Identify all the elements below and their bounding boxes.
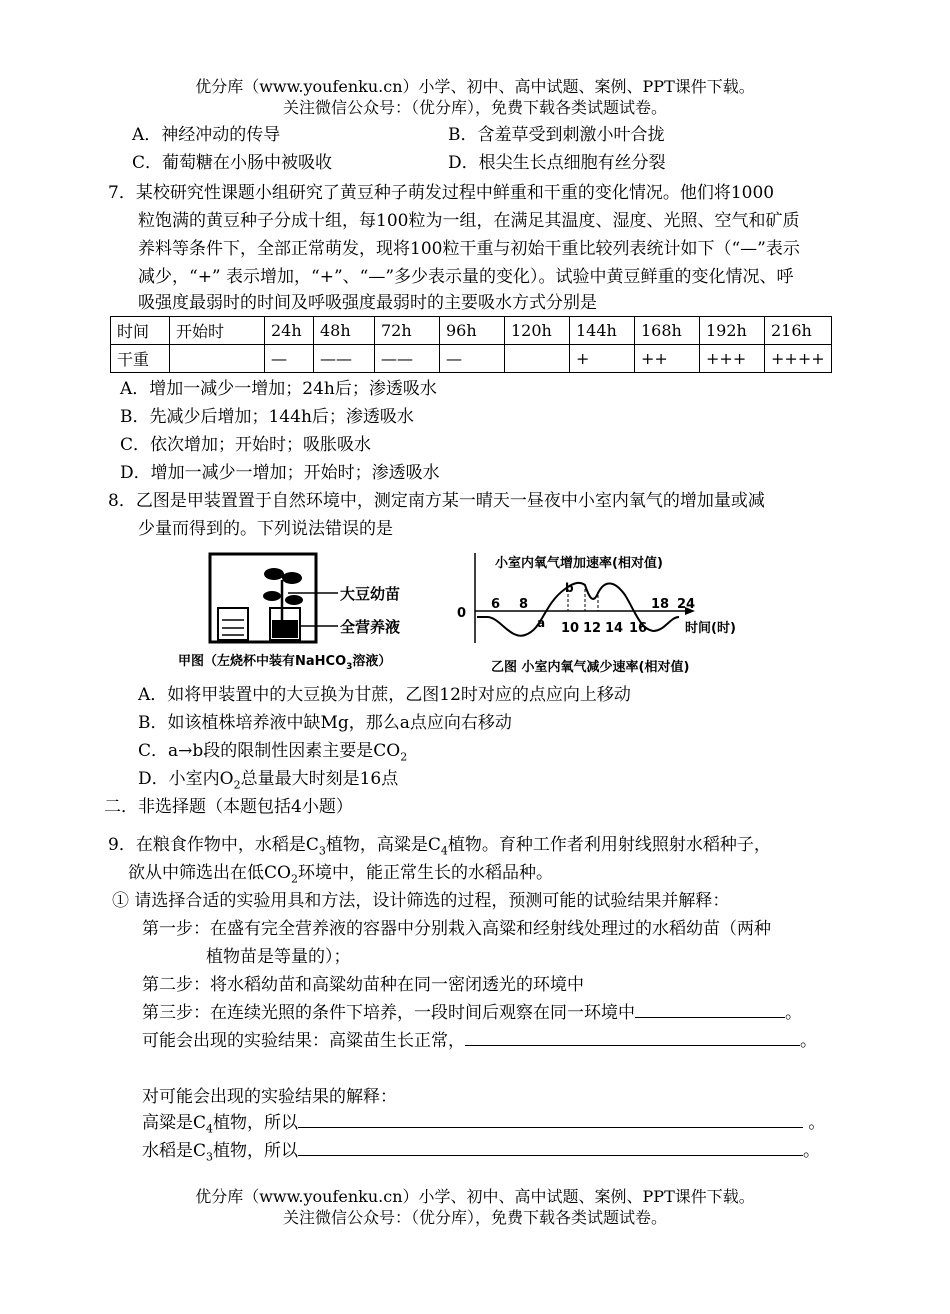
expected-result: 可能会出现的实验结果：高粱苗生长正常， 。 <box>142 1031 817 1051</box>
answer-blank[interactable] <box>298 1139 803 1156</box>
q7-option-b: B．先减少后增加；144h后；渗透吸水 <box>120 407 414 427</box>
table-row <box>111 345 832 373</box>
apparatus-figure <box>178 548 448 673</box>
q7-text-line4: 减少，“+” 表示增加，“+”、“—”多少表示量的变化）。试验中黄豆鲜重的变化情况、呼 <box>138 267 794 287</box>
table-cell: ++++ <box>765 345 832 373</box>
q8-text-line1: 8．乙图是甲装置置于自然环境中，测定南方某一晴天一昼夜中小室内氧气的增加量或减 <box>108 491 765 511</box>
table-cell: 216h <box>765 317 832 345</box>
table-cell <box>170 345 265 373</box>
table-cell: 168h <box>635 317 700 345</box>
q7-option-a: A．增加一减少一增加；24h后；渗透吸水 <box>120 379 437 399</box>
label-solution: 全营养液 <box>340 618 401 636</box>
site-header-line1: 优分库（www.youfenku.cn）小学、初中、高中试题、案例、PPT课件下载。 <box>195 77 755 96</box>
table-cell: ++ <box>635 345 700 373</box>
table-cell: 干重 <box>111 345 170 373</box>
rice-explanation: 水稻是$C_3$植物，所以 。 <box>142 1141 821 1164</box>
tick-6: 6 <box>491 597 501 612</box>
chart-title-bottom: 乙图 小室内氧气减少速率(相对值) <box>491 660 690 675</box>
table-cell: + <box>570 345 635 373</box>
figure-caption-left: 甲图（左烧杯中装有NaHCO$_3$溶液） <box>178 654 392 672</box>
q6-option-a: A．神经冲动的传导 <box>132 125 281 145</box>
q7-option-c: C．依次增加；开始时；吸胀吸水 <box>120 435 372 455</box>
x-axis-label: 时间(时) <box>685 621 736 636</box>
step1-line2: 植物苗是等量的）； <box>206 947 351 967</box>
tick-10: 10 <box>561 621 580 636</box>
table-cell: — <box>265 345 314 373</box>
q7-option-d: D．增加一减少一增加；开始时；渗透吸水 <box>120 463 440 483</box>
table-cell: 144h <box>570 317 635 345</box>
site-footer-line1: 优分库（www.youfenku.cn）小学、初中、高中试题、案例、PPT课件下载。 <box>195 1187 755 1206</box>
explanation-heading: 对可能会出现的实验结果的解释： <box>142 1087 397 1107</box>
section-heading: 二．非选择题（本题包括4小题） <box>104 797 353 817</box>
table-cell: 48h <box>314 317 375 345</box>
q8-option-a: A．如将甲装置中的大豆换为甘蔗，乙图12时对应的点应向上移动 <box>138 685 631 705</box>
table-cell: 120h <box>505 317 570 345</box>
q8-option-c: C．a→b段的限制性因素主要是$CO_2$ <box>138 741 408 764</box>
table-cell: 96h <box>440 317 505 345</box>
q7-text-line5: 吸强度最弱时的时间及呼吸强度最弱时的主要吸水方式分别是 <box>138 293 597 313</box>
q8-option-d: D．小室内$O_2$总量最大时刻是16点 <box>138 769 399 792</box>
table-cell: +++ <box>700 345 765 373</box>
q6-option-d: D．根尖生长点细胞有丝分裂 <box>448 153 666 173</box>
table-cell: —— <box>314 345 375 373</box>
q8-text-line2: 少量而得到的。下列说法错误的是 <box>138 519 393 539</box>
step2: 第二步：将水稻幼苗和高粱幼苗种在同一密闭透光的环境中 <box>142 975 584 995</box>
tick-24: 24 <box>677 597 696 612</box>
table-cell: 时间 <box>111 317 170 345</box>
point-b-label: b <box>565 581 574 595</box>
table-cell: 开始时 <box>170 317 265 345</box>
step3: 第三步：在连续光照的条件下培养，一段时间后观察在同一环境中 。 <box>142 1003 802 1023</box>
tick-14: 14 <box>605 621 624 636</box>
point-a-label: a <box>537 616 546 630</box>
tick-8: 8 <box>519 597 529 612</box>
nutrient-solution <box>272 620 298 638</box>
table-cell: 24h <box>265 317 314 345</box>
answer-blank[interactable] <box>635 1001 785 1018</box>
table-cell: — <box>440 345 505 373</box>
tick-12: 12 <box>583 621 602 636</box>
table-row <box>111 317 832 345</box>
q9-instruction: ① 请选择合适的实验用具和方法，设计筛选的过程，预测可能的试验结果并解释： <box>112 891 730 911</box>
table-cell <box>505 345 570 373</box>
label-seedling: 大豆幼苗 <box>340 585 401 603</box>
table-cell: —— <box>375 345 440 373</box>
q6-option-b: B．含羞草受到刺激小叶合拢 <box>448 125 665 145</box>
q8-option-b: B．如该植株培养液中缺Mg，那么a点应向右移动 <box>138 713 512 733</box>
q9-text-line2: 欲从中筛选出在低$CO_2$环境中，能正常生长的水稻品种。 <box>128 863 553 886</box>
q7-text-line1: 7．某校研究性课题小组研究了黄豆种子萌发过程中鲜重和干重的变化情况。他们将1000 <box>108 183 775 203</box>
oxygen-rate-chart <box>455 545 745 677</box>
site-header-line2: 关注微信公众号：（优分库），免费下载各类试题试卷。 <box>282 98 667 117</box>
table-cell: 72h <box>375 317 440 345</box>
q7-text-line3: 养料等条件下，全部正常萌发，现将100粒干重与初始干重比较列表统计如下（“—”表示 <box>138 239 800 259</box>
zero-label: 0 <box>457 606 467 621</box>
q6-option-c: C．葡萄糖在小肠中被吸收 <box>132 153 333 173</box>
q7-text-line2: 粒饱满的黄豆种子分成十组，每100粒为一组，在满足其温度、湿度、光照、空气和矿质 <box>138 211 800 231</box>
tick-16: 16 <box>629 621 648 636</box>
table-cell: 192h <box>700 317 765 345</box>
sorghum-explanation: 高粱是$C_4$植物，所以 。 <box>142 1113 826 1136</box>
answer-blank[interactable] <box>298 1111 803 1128</box>
site-footer-line2: 关注微信公众号：（优分库），免费下载各类试题试卷。 <box>282 1208 667 1227</box>
tick-18: 18 <box>651 597 670 612</box>
q9-text-line1: 9．在粮食作物中，水稻是$C_3$植物，高粱是$C_4$植物。育种工作者利用射线照射水稻种子， <box>108 835 771 858</box>
step1-line1: 第一步：在盛有完全营养液的容器中分别栽入高粱和经射线处理过的水稻幼苗（两种 <box>142 919 771 939</box>
chart-title-top: 小室内氧气增加速率(相对值) <box>495 556 663 571</box>
answer-blank[interactable] <box>465 1029 800 1046</box>
dry-weight-table <box>110 316 832 373</box>
